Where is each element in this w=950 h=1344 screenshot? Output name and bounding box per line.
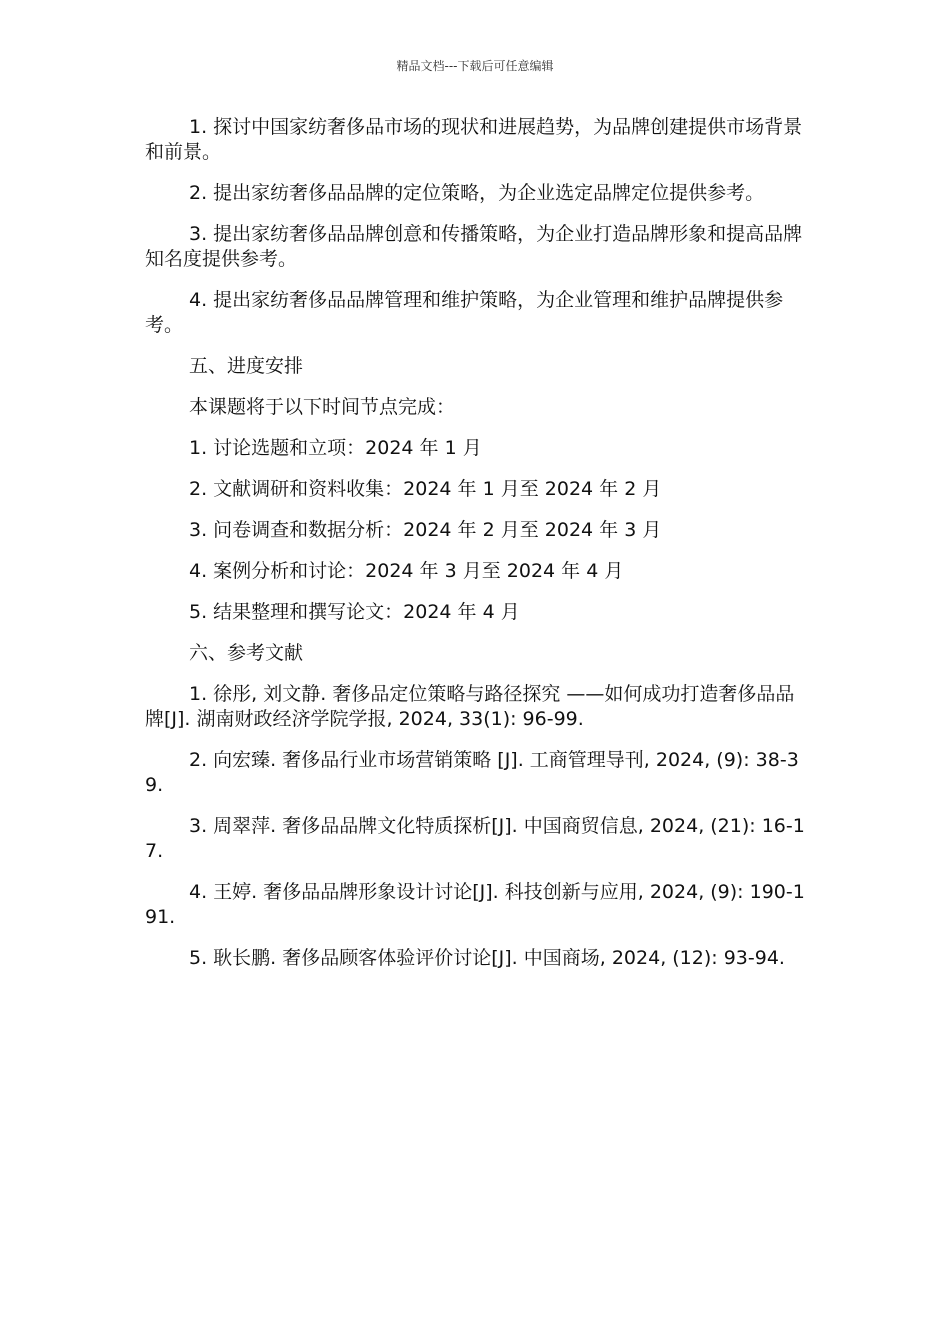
objective-item: 1. 探讨中国家纺奢侈品市场的现状和进展趋势，为品牌创建提供市场背景和前景。: [145, 116, 803, 163]
reference-item: 3. 周翠萍. 奢侈品品牌文化特质探析[J]. 中国商贸信息, 2024, (21): 16-17.: [145, 815, 805, 862]
reference-item: 4. 王婷. 奢侈品品牌形象设计讨论[J]. 科技创新与应用, 2024, (9): 190-191.: [145, 881, 805, 928]
schedule-item: 3. 问卷调查和数据分析：2024 年 2 月至 2024 年 3 月: [189, 519, 662, 541]
page-header: 精品文档---下载后可任意编辑: [396, 59, 554, 73]
section-heading-references: 六、参考文献: [189, 642, 304, 664]
reference-item: 1. 徐彤, 刘文静. 奢侈品定位策略与路径探究 ——如何成功打造奢侈品品牌[J]. 湖南财政经济学院学报, 2024, 33(1): 96-99.: [145, 683, 795, 730]
objective-item: 2. 提出家纺奢侈品品牌的定位策略，为企业选定品牌定位提供参考。: [189, 182, 765, 204]
schedule-item: 1. 讨论选题和立项：2024 年 1 月: [189, 437, 482, 459]
objective-item: 3. 提出家纺奢侈品品牌创意和传播策略，为企业打造品牌形象和提高品牌知名度提供参考。: [145, 223, 803, 270]
schedule-item: 2. 文献调研和资料收集：2024 年 1 月至 2024 年 2 月: [189, 478, 662, 500]
document-body: [145, 115, 810, 987]
schedule-item: 5. 结果整理和撰写论文：2024 年 4 月: [189, 601, 520, 623]
reference-item: 2. 向宏臻. 奢侈品行业市场营销策略 [J]. 工商管理导刊, 2024, (9): 38-39.: [145, 749, 799, 796]
schedule-item: 4. 案例分析和讨论：2024 年 3 月至 2024 年 4 月: [189, 560, 624, 582]
schedule-intro: 本课题将于以下时间节点完成：: [189, 396, 456, 418]
reference-item: 5. 耿长鹏. 奢侈品顾客体验评价讨论[J]. 中国商场, 2024, (12): 93-94.: [189, 947, 785, 969]
section-heading-schedule: 五、进度安排: [189, 355, 304, 377]
objective-item: 4. 提出家纺奢侈品品牌管理和维护策略，为企业管理和维护品牌提供参考。: [145, 289, 784, 336]
